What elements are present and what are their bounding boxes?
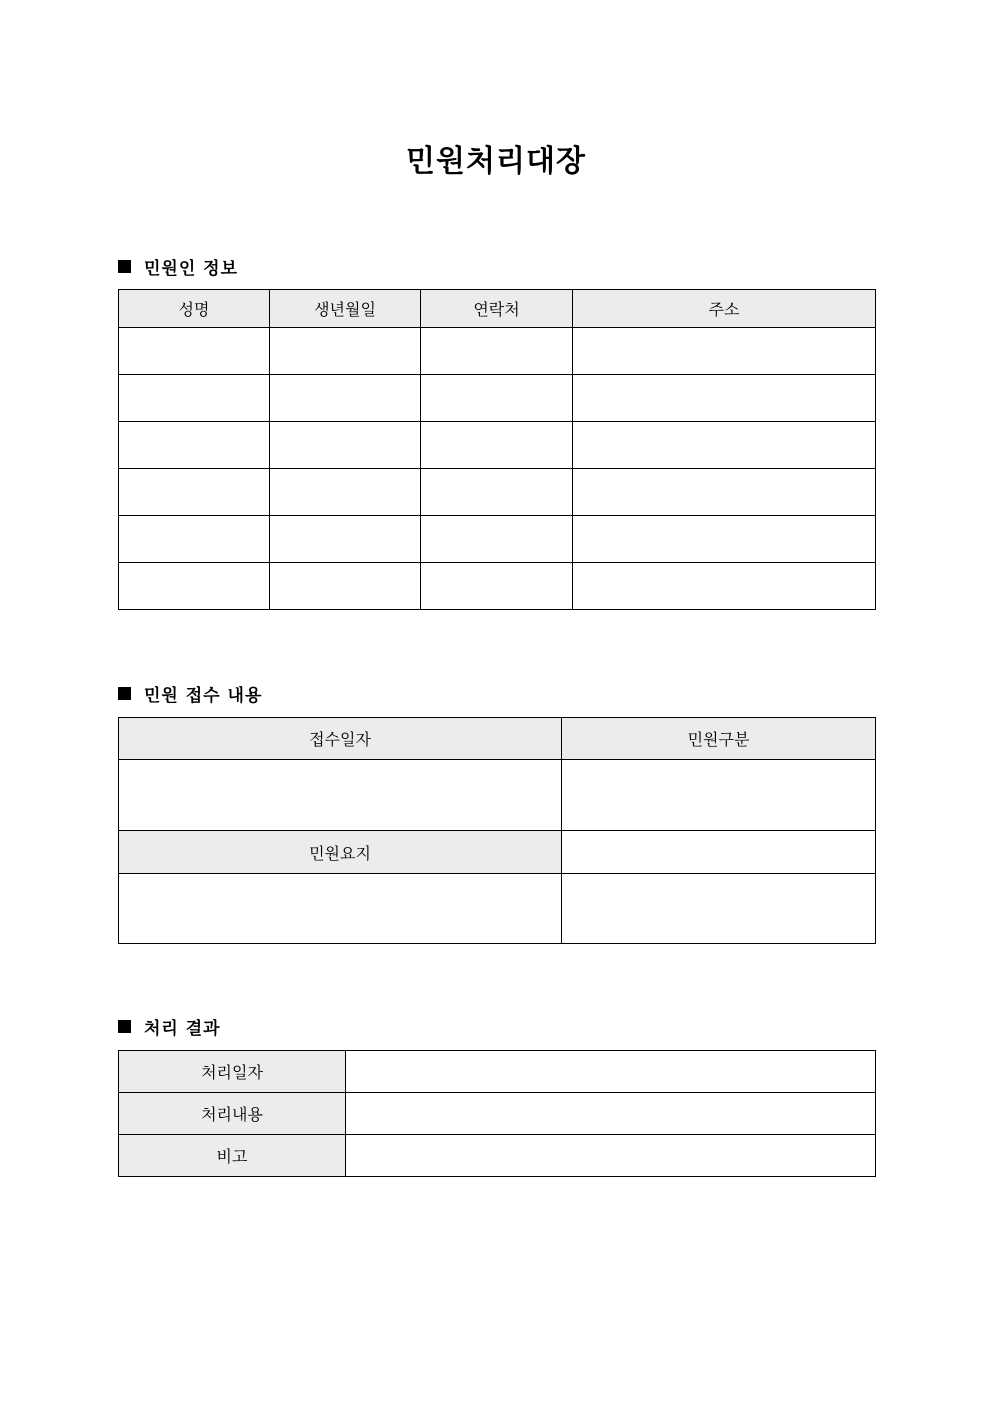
square-bullet-icon bbox=[118, 260, 131, 273]
name-cell[interactable] bbox=[119, 375, 270, 422]
category-cell[interactable] bbox=[562, 760, 876, 831]
column-header-address: 주소 bbox=[573, 290, 876, 328]
section-heading-label: 민원 접수 내용 bbox=[144, 686, 263, 706]
table-row bbox=[119, 375, 876, 422]
section-heading-applicant bbox=[118, 254, 238, 279]
section-heading-result bbox=[118, 1014, 221, 1039]
category-label: 민원구분 bbox=[562, 718, 876, 760]
table-row bbox=[119, 874, 876, 944]
name-cell[interactable] bbox=[119, 516, 270, 563]
table-row bbox=[119, 328, 876, 375]
page-title: 민원처리대장 bbox=[406, 144, 586, 179]
contact-cell[interactable] bbox=[421, 328, 573, 375]
name-cell[interactable] bbox=[119, 422, 270, 469]
table-row bbox=[119, 422, 876, 469]
contact-cell[interactable] bbox=[421, 516, 573, 563]
name-cell[interactable] bbox=[119, 563, 270, 610]
name-cell[interactable] bbox=[119, 469, 270, 516]
birthdate-cell[interactable] bbox=[270, 422, 421, 469]
summary-label: 민원요지 bbox=[119, 831, 562, 874]
processing-content-label: 처리내용 bbox=[119, 1093, 346, 1135]
table-row bbox=[119, 1051, 876, 1093]
remarks-cell[interactable] bbox=[346, 1135, 876, 1177]
receipt-date-cell[interactable] bbox=[119, 760, 562, 831]
section-heading-receipt bbox=[118, 681, 262, 706]
column-header-birthdate: 생년월일 bbox=[270, 290, 421, 328]
address-cell[interactable] bbox=[573, 469, 876, 516]
processing-date-label: 처리일자 bbox=[119, 1051, 346, 1093]
contact-cell[interactable] bbox=[421, 469, 573, 516]
processing-content-cell[interactable] bbox=[346, 1093, 876, 1135]
birthdate-cell[interactable] bbox=[270, 516, 421, 563]
table-row bbox=[119, 1135, 876, 1177]
section-heading-label: 처리 결과 bbox=[144, 1019, 221, 1039]
section-heading-label: 민원인 정보 bbox=[144, 259, 239, 279]
summary-extra-cell[interactable] bbox=[562, 874, 876, 944]
column-header-contact: 연락처 bbox=[421, 290, 573, 328]
address-cell[interactable] bbox=[573, 563, 876, 610]
column-header-name: 성명 bbox=[119, 290, 270, 328]
receipt-details-table bbox=[118, 717, 876, 944]
address-cell[interactable] bbox=[573, 328, 876, 375]
square-bullet-icon bbox=[118, 1020, 131, 1033]
table-row bbox=[119, 516, 876, 563]
processing-result-table bbox=[118, 1050, 876, 1177]
birthdate-cell[interactable] bbox=[270, 563, 421, 610]
table-header-row bbox=[119, 290, 876, 328]
table-row bbox=[119, 469, 876, 516]
table-header-row bbox=[119, 718, 876, 760]
name-cell[interactable] bbox=[119, 328, 270, 375]
address-cell[interactable] bbox=[573, 516, 876, 563]
receipt-date-label: 접수일자 bbox=[119, 718, 562, 760]
birthdate-cell[interactable] bbox=[270, 328, 421, 375]
applicant-info-table bbox=[118, 289, 876, 610]
table-row bbox=[119, 563, 876, 610]
table-row bbox=[119, 831, 876, 874]
remarks-label: 비고 bbox=[119, 1135, 346, 1177]
summary-cell[interactable] bbox=[119, 874, 562, 944]
contact-cell[interactable] bbox=[421, 422, 573, 469]
table-row bbox=[119, 1093, 876, 1135]
processing-date-cell[interactable] bbox=[346, 1051, 876, 1093]
summary-side-cell[interactable] bbox=[562, 831, 876, 874]
contact-cell[interactable] bbox=[421, 563, 573, 610]
address-cell[interactable] bbox=[573, 422, 876, 469]
birthdate-cell[interactable] bbox=[270, 375, 421, 422]
birthdate-cell[interactable] bbox=[270, 469, 421, 516]
contact-cell[interactable] bbox=[421, 375, 573, 422]
square-bullet-icon bbox=[118, 687, 131, 700]
address-cell[interactable] bbox=[573, 375, 876, 422]
table-row bbox=[119, 760, 876, 831]
